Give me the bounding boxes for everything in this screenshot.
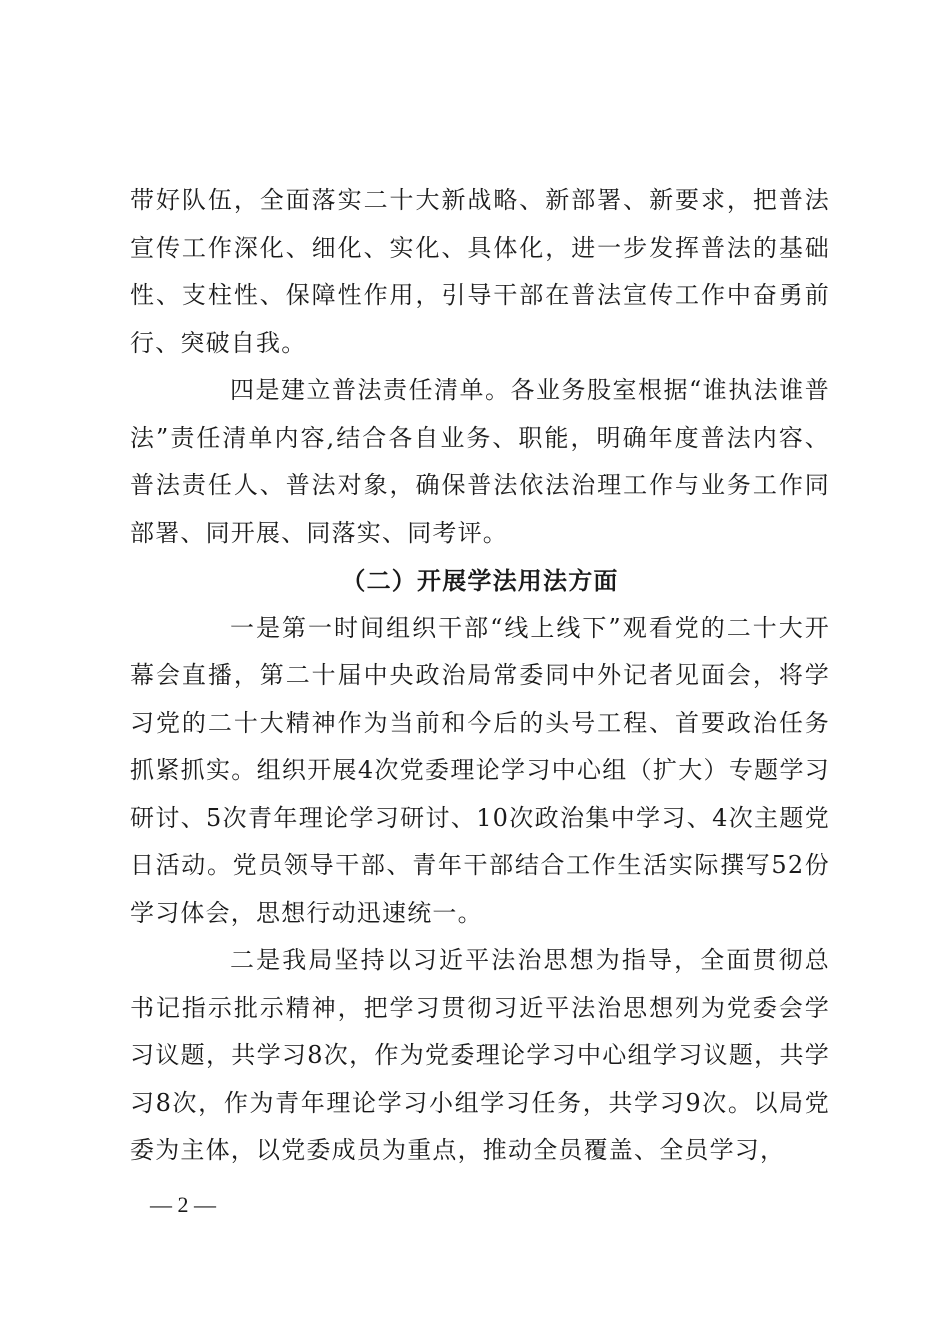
- paragraph-study-first: 一是第一时间组织干部“线上线下”观看党的二十大开幕会直播，第二十届中央政治局常委同中外记者见面会，将学习党的二十大精神作为当前和今后的头号工程、首要政治任务抓紧抓实。组织开展4次党委理论学习中心组（扩大）专题学习研讨、5次青年理论学习研讨、10次政治集中学习、4次主题党日活动。党员领导干部、青年干部结合工作生活实际撰写52份学习体会，思想行动迅速统一。: [130, 613, 830, 927]
- page-number: — 2 —: [150, 1192, 216, 1217]
- paragraph-responsibility-list: 四是建立普法责任清单。各业务股室根据“谁执法谁普法”责任清单内容,结合各自业务、职能，明确年度普法内容、普法责任人、普法对象，确保普法依法治理工作与业务工作同部署、同开展、同落实、同考评。: [130, 376, 830, 547]
- paragraph-continuation: 带好队伍，全面落实二十大新战略、新部署、新要求，把普法宣传工作深化、细化、实化、具体化，进一步发挥普法的基础性、支柱性、保障性作用，引导干部在普法宣传工作中奋勇前行、突破自我。: [130, 186, 830, 357]
- body-text: [130, 177, 830, 1175]
- paragraph-study-second: 二是我局坚持以习近平法治思想为指导，全面贯彻总书记指示批示精神，把学习贯彻习近平法治思想列为党委会学习议题，共学习8次，作为党委理论学习中心组学习议题，共学习8次，作为青年理论学习小组学习任务，共学习9次。以局党委为主体，以党委成员为重点，推动全员覆盖、全员学习，: [130, 946, 830, 1164]
- section-heading: （二）开展学法用法方面: [341, 566, 619, 595]
